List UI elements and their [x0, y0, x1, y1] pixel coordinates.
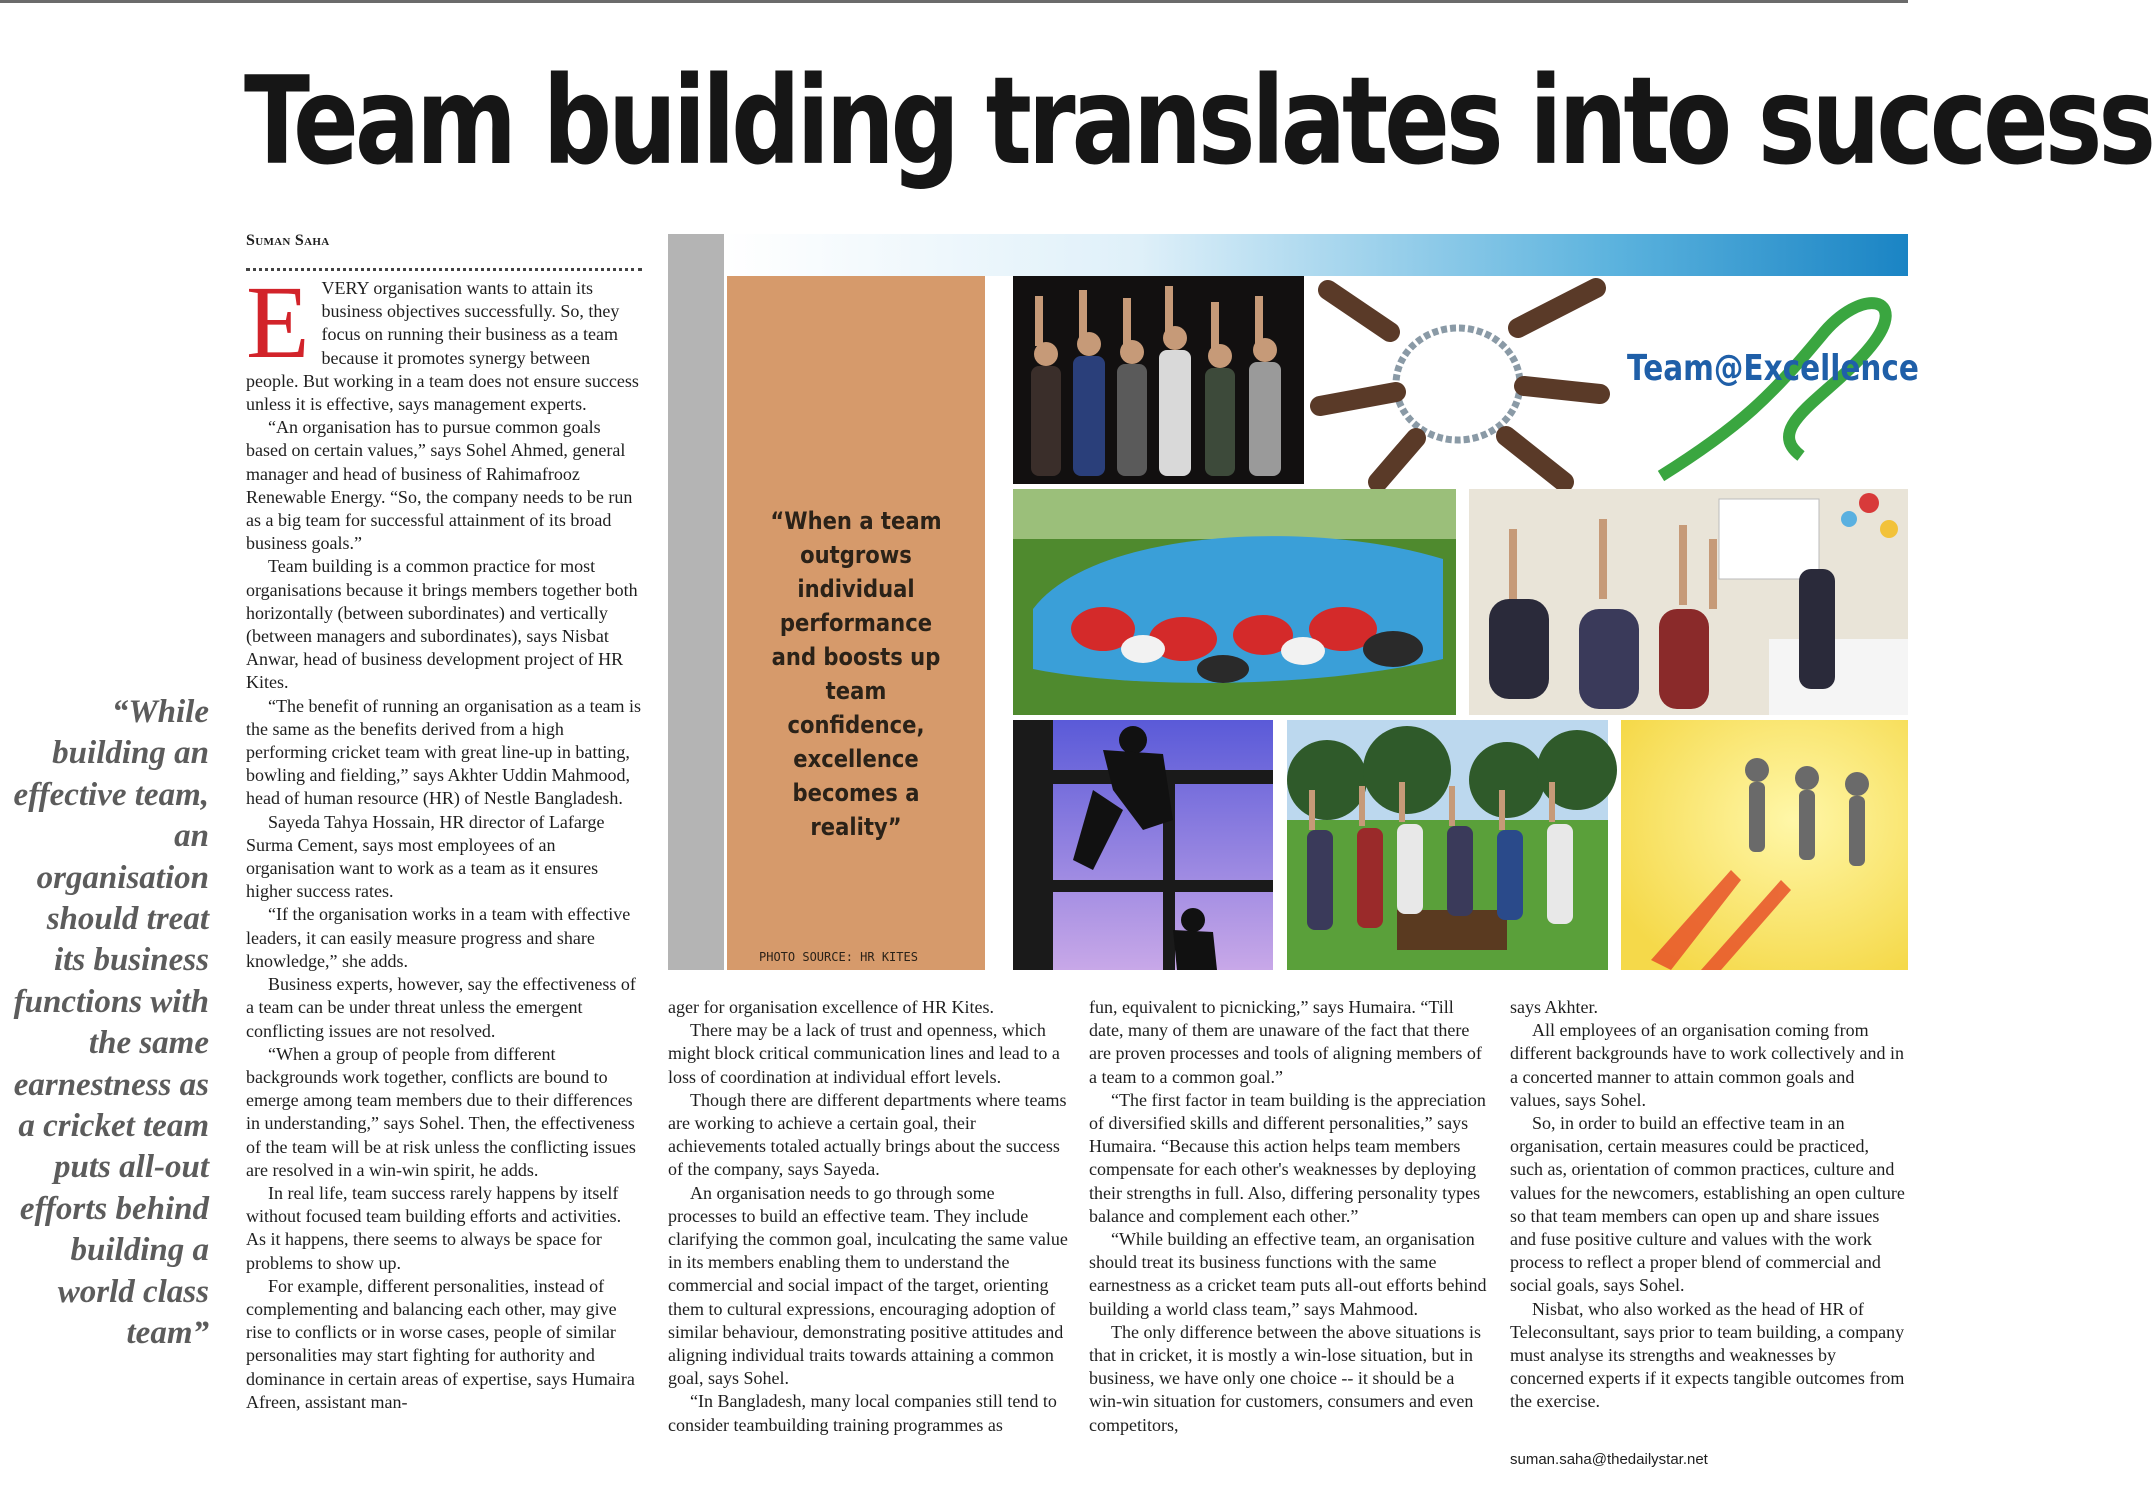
photo-collage	[668, 234, 1919, 970]
photo-team-excellence-logo	[1621, 276, 1919, 484]
paragraph: “When a group of people from different backgrounds work together, conflicts are bound to emerge among team members due to their differences in understanding,” says Sohel. Then, the effectiveness of the team will be at risk unless the conflicting issues are resolved in a win-win spirit, he adds.	[246, 1043, 636, 1180]
photo-team-raising-hands-night	[1013, 276, 1304, 484]
paragraph: says Akhter.	[1510, 997, 1598, 1017]
photo-workshop-raising-hands	[1469, 489, 1908, 715]
paragraph: For example, different personalities, instead of complementing and balancing each other, may give rise to conflicts or in worse cases, people of similar personalities may start fighting for authority and dominance in certain areas of expertise, says Humaira Afreen, assistant man-	[246, 1275, 635, 1412]
paragraph: The only difference between the above situations is that in cricket, it is mostly a win-lose situation, but in business, we have only one choice -- it should be a win-win situation for customers, consumers and even competitors,	[1089, 1321, 1482, 1435]
grey-side-bar	[668, 234, 724, 970]
paragraph: “The first factor in team building is the appreciation of diversified skills and different personalities,” says Humaira. “Because this action helps team members compensate for each other's weaknesses by deploying their strengths in full. Also, differing personality types balance and complement each other.”	[1089, 1089, 1486, 1226]
feature-quote-panel	[727, 276, 985, 970]
paragraph: Team building is a common practice for most organisations because it brings members together both horizontally (between subordinates) and vertically (between managers and subordinates), says Nisbat Anwar, head of business development project of HR Kites.	[246, 556, 638, 693]
paragraph: ager for organisation excellence of HR Kites.	[668, 997, 995, 1017]
paragraph: So, in order to build an effective team in an organisation, certain measures could be practiced, such as, orientation of common practices, culture and values for the newcomers, establishing an open culture so that team members can open up and share issues and fuse positive culture and values with the work process to reflect a proper blend of commercial and social goals, says Sohel.	[1510, 1113, 1905, 1296]
photo-grid	[1013, 276, 1919, 970]
paragraph: fun, equivalent to picnicking,” says Humaira. “Till date, many of them are unaware of the fact that there are proven processes and tools of aligning members of a team to a common goal.”	[1089, 997, 1482, 1087]
paragraph-text: VERY organisation wants to attain its business objectives successfully. So, they focus on running their business as a team because it promotes synergy between people. But working in a team does not ensure success unless it is effective, says management experts.	[246, 278, 639, 415]
paragraph: Sayeda Tahya Hossain, HR director of Lafarge Surma Cement, says most employees of an organisation want to work as a team as it ensures higher success rates.	[246, 811, 605, 902]
paragraph: In real life, team success rarely happens by itself without focused team building efforts and activities. As it happens, there seems to always be space for problems to show up.	[246, 1182, 622, 1273]
pull-quote: “While building an effective team, an organisation should treat its business functions with the same earnestness as a cricket team puts all-out efforts behind building a world class team”	[13, 694, 209, 1352]
drop-cap: E	[246, 265, 310, 380]
photo-team-outdoor-celebration	[1287, 720, 1608, 970]
author-email: suman.saha@thedailystar.net	[1510, 1450, 1708, 1468]
photo-hands-holding-water-ring	[1318, 276, 1608, 484]
photo-credit: PHOTO SOURCE: HR KITES	[759, 950, 918, 964]
byline: Suman Saha	[246, 232, 642, 271]
photo-figures-shadows-illustration	[1621, 720, 1908, 970]
paragraph: “While building an effective team, an organisation should treat its business functions with the same earnestness as a cricket team puts all-out efforts behind building a world class team,” says Mahmood.	[1089, 1229, 1487, 1319]
paragraph: “If the organisation works in a team with effective leaders, it can easily measure progress and share knowledge,” she adds.	[246, 904, 631, 971]
paragraph: All employees of an organisation coming from different backgrounds have to work collectively and in a concerted manner to attain common goals and values, says Sohel.	[1510, 1020, 1905, 1110]
feature-quote: “When a team outgrows individual performance and boosts up team confidence, excellence becomes a reality”	[770, 507, 942, 841]
top-rule	[0, 0, 1908, 3]
article-column-1	[246, 265, 642, 1414]
paragraph: An organisation needs to go through some processes to build an effective team. They include clarifying the common goal, inculcating the same value in its members enabling them to understand the commercial and social impact of the target, orienting them to cultural expressions, encouraging adoption of similar behaviour, demonstrating positive attitudes and aligning individual traits towards attaining a common goal, says Sohel.	[668, 1182, 1068, 1389]
paragraph: Nisbat, who also worked as the head of HR of Teleconsultant, says prior to team building, a company must analyse its strengths and weaknesses by concerned experts if it expects tangible outcomes from the exercise.	[1510, 1298, 1905, 1412]
photo-climbing-wall-silhouette	[1013, 720, 1273, 970]
headline: Team building translates into success	[244, 51, 2152, 192]
paragraph: “The benefit of running an organisation as a team is the same as the benefits derived from a high performing cricket team with great line-up in batting, bowling and fielding,” says Akhter Uddin Mahmood, head of human resource (HR) of Nestle Bangladesh.	[246, 695, 642, 809]
paragraph: “In Bangladesh, many local companies still tend to consider teambuilding training programmes as	[668, 1391, 1057, 1435]
photo-team-under-tarp	[1013, 489, 1456, 715]
paragraph	[246, 265, 642, 416]
team-excellence-logo-text: Team@Excellence	[1627, 348, 1919, 389]
paragraph: There may be a lack of trust and openness, which might block critical communication lines and lead to a loss of coordination at individual effort levels.	[668, 1020, 1060, 1087]
article-column-3	[1089, 996, 1489, 1437]
paragraph: Business experts, however, say the effectiveness of a team can be under threat unless the emergent conflicting issues are not resolved.	[246, 974, 636, 1041]
paragraph: “An organisation has to pursue common goals based on certain values,” says Sohel Ahmed, general manager and head of business of Rahimafrooz Renewable Energy. “So, the company needs to be run as a big team for successful attainment of its broad business goals.”	[246, 417, 633, 554]
article-column-4	[1510, 996, 1906, 1471]
paragraph: Though there are different departments where teams are working to achieve a certain goal, their achievements totaled actually brings about the success of the company, says Sayeda.	[668, 1089, 1067, 1180]
blue-gradient-band	[724, 234, 1908, 276]
article-column-2	[668, 996, 1068, 1437]
